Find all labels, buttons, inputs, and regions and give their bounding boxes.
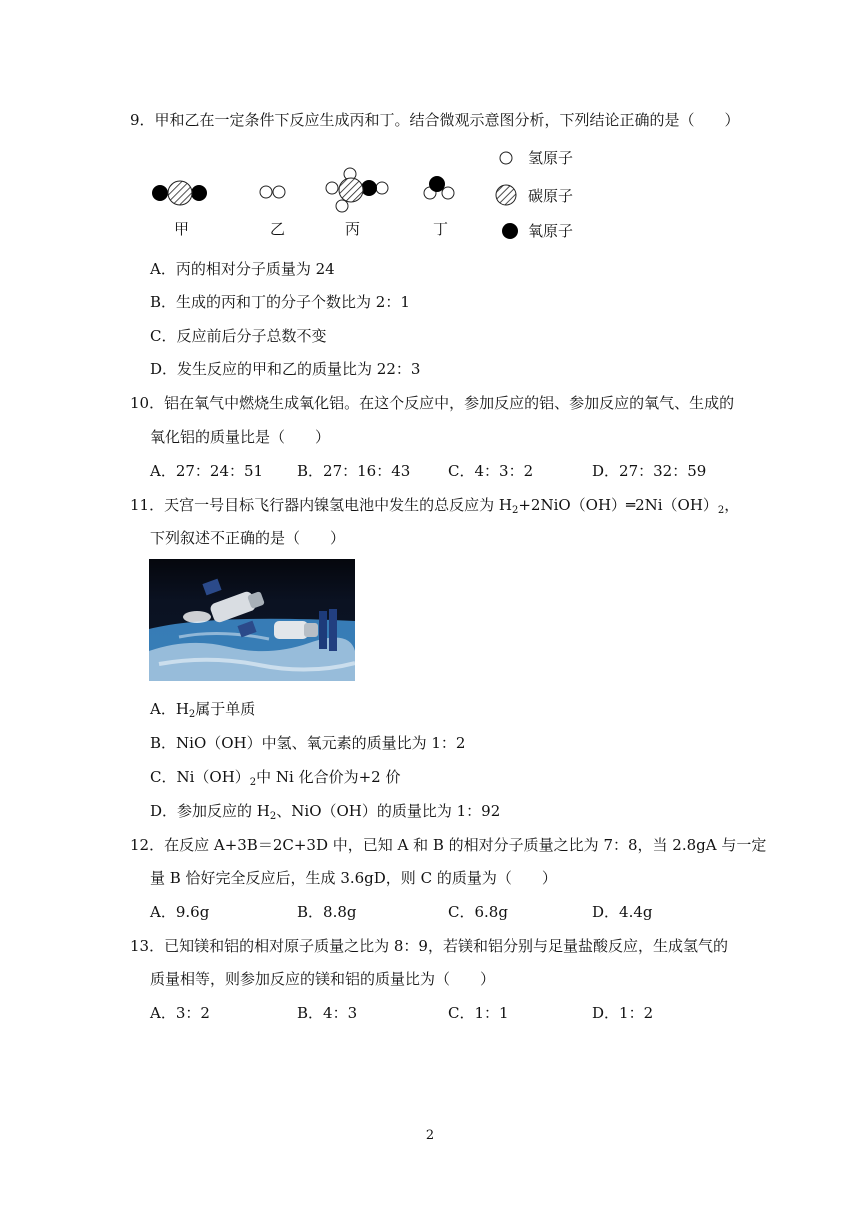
q9-stem: 9．甲和乙在一定条件下反应生成丙和丁。结合微观示意图分析，下列结论正确的是（ ）: [130, 111, 740, 129]
hydrogen-atom: [442, 187, 454, 199]
hydrogen-atom: [326, 182, 338, 194]
subscript: 2: [511, 505, 519, 516]
legend-oxygen-label: 氧原子: [528, 222, 574, 240]
q10-option-d: D．27：32：59: [592, 462, 707, 480]
q12-option-a: A．9.6g: [150, 903, 210, 921]
q11-stem-text: ，: [724, 496, 740, 514]
molecule-jia: [152, 181, 207, 205]
q11-option-a: [150, 699, 255, 725]
q11-option-b: B．NiO（OH）中氢、氧元素的质量比为 1：2: [150, 734, 466, 752]
legend-oxygen-symbol: [502, 223, 518, 239]
carbon-atom: [339, 178, 363, 202]
legend-carbon-label: 碳原子: [528, 187, 574, 205]
label-yi: 乙: [270, 220, 286, 238]
q11-stem-line1: [130, 495, 739, 521]
oxygen-atom: [152, 185, 168, 201]
q11-option-c: [150, 767, 401, 793]
q12-option-b: B．8.8g: [297, 903, 357, 921]
q13-option-b: B．4：3: [297, 1004, 358, 1022]
q12-stem-line1: 12．在反应 A+3B＝2C+3D 中，已知 A 和 B 的相对分子质量之比为 7：8，当 2.8gA 与一定: [130, 836, 767, 854]
oxygen-atom: [429, 176, 445, 192]
page-number: 2: [425, 1128, 435, 1143]
q13-option-d: D．1：2: [592, 1004, 654, 1022]
hydrogen-atom: [273, 186, 285, 198]
subscript: 2: [269, 811, 277, 822]
q9-option-b: B．生成的丙和丁的分子个数比为 2：1: [150, 293, 410, 311]
oxygen-atom: [361, 180, 377, 196]
q12-option-c: C．6.8g: [448, 903, 508, 921]
q11-option-a-text: 属于单质: [195, 700, 256, 718]
q11-option-c-text: C．Ni（OH）: [150, 768, 250, 786]
q9-option-a: A．丙的相对分子质量为 24: [150, 260, 335, 278]
label-jia: 甲: [174, 220, 190, 238]
q11-stem-text: 11．天宫一号目标飞行器内镍氢电池中发生的总反应为 H: [130, 496, 512, 514]
legend-hydrogen-label: 氢原子: [528, 149, 574, 167]
legend-carbon-symbol: [496, 185, 516, 205]
q11-option-d-text: 、NiO（OH）的质量比为 1：92: [276, 802, 501, 820]
q13-option-a: A．3：2: [150, 1004, 210, 1022]
q9-option-c: C．反应前后分子总数不变: [150, 327, 327, 345]
q10-stem-line2: 氧化铝的质量比是（ ）: [150, 428, 331, 446]
q12-stem-line2: 量 B 恰好完全反应后，生成 3.6gD，则 C 的质量为（ ）: [150, 869, 557, 887]
q11-option-a-text: A．H: [150, 700, 189, 718]
oxygen-atom: [191, 185, 207, 201]
q13-stem-line2: 质量相等，则参加反应的镁和铝的质量比为（ ）: [150, 970, 496, 988]
q11-option-d-text: D．参加反应的 H: [150, 802, 270, 820]
subscript: 2: [717, 505, 725, 516]
molecule-yi: [260, 186, 285, 198]
hydrogen-atom: [260, 186, 272, 198]
molecule-bing: [326, 168, 388, 212]
label-bing: 丙: [345, 220, 361, 238]
q11-stem-text: +2NiO（OH）═2Ni（OH）: [518, 496, 718, 514]
q11-stem-line2: 下列叙述不正确的是（ ）: [150, 529, 346, 547]
q11-option-d: [150, 801, 500, 827]
carbon-atom: [168, 181, 192, 205]
q11-option-c-text: 中 Ni 化合价为+2 价: [256, 768, 401, 786]
q10-option-c: C．4：3：2: [448, 462, 534, 480]
legend-hydrogen-symbol: [500, 152, 512, 164]
label-ding: 丁: [433, 220, 449, 238]
space-station-photo: [149, 559, 355, 681]
hydrogen-atom: [376, 182, 388, 194]
q10-stem-line1: 10．铝在氧气中燃烧生成氧化铝。在这个反应中，参加反应的铝、参加反应的氧气、生成的: [130, 394, 735, 412]
hydrogen-atom: [336, 200, 348, 212]
molecule-ding: [424, 176, 454, 199]
q13-option-c: C．1：1: [448, 1004, 509, 1022]
subscript: 2: [188, 709, 196, 720]
q12-option-d: D．4.4g: [592, 903, 653, 921]
q10-option-a: A．27：24：51: [150, 462, 264, 480]
q13-stem-line1: 13．已知镁和铝的相对原子质量之比为 8：9，若镁和铝分别与足量盐酸反应，生成氢气的: [130, 937, 728, 955]
subscript: 2: [249, 777, 257, 788]
q10-option-b: B．27：16：43: [297, 462, 411, 480]
q9-option-d: D．发生反应的甲和乙的质量比为 22：3: [150, 360, 421, 378]
